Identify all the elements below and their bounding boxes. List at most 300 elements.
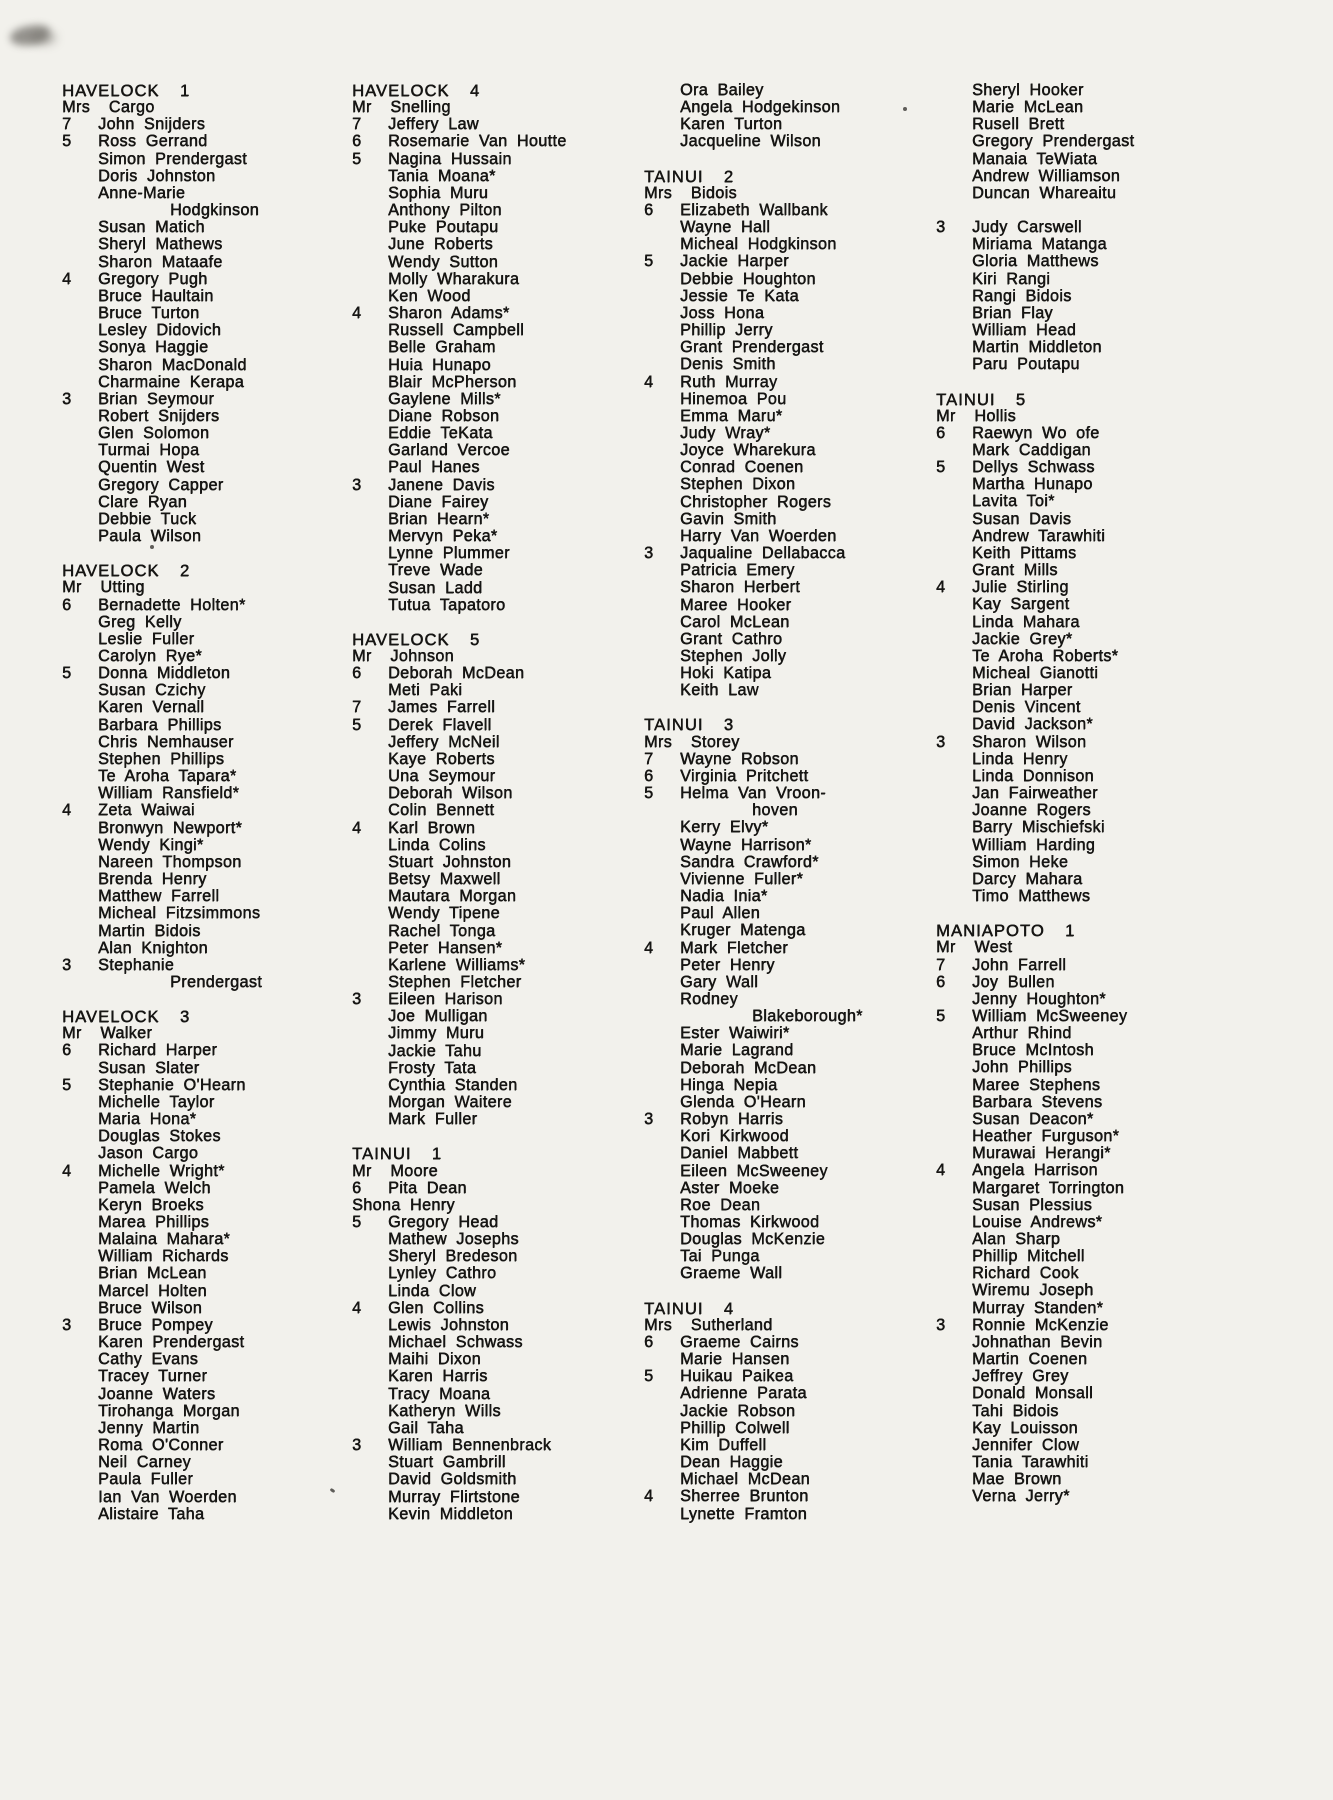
student-name: Thomas Kirkwood xyxy=(680,1213,820,1231)
form-level xyxy=(352,923,388,940)
student-name: Stephen Fletcher xyxy=(388,972,522,991)
student-name-continued: Blakeborough* xyxy=(752,1007,863,1026)
student-row xyxy=(936,1042,1236,1059)
form-level: 5 xyxy=(644,1367,654,1386)
student-name: Conrad Coenen xyxy=(680,458,804,477)
student-row xyxy=(644,751,944,768)
form-level xyxy=(62,1368,98,1385)
column-4 xyxy=(936,82,1236,1523)
student-name: Shona Henry xyxy=(352,1195,455,1214)
student-row xyxy=(62,614,362,631)
student-name: Brian Harper xyxy=(972,681,1073,700)
form-level: 7 xyxy=(936,955,946,974)
student-name: Martin Middleton xyxy=(972,338,1102,357)
student-name: Gaylene Mills* xyxy=(388,389,501,408)
form-level: 5 xyxy=(352,715,362,734)
student-row xyxy=(352,785,652,802)
form-level xyxy=(62,1094,98,1111)
form-level xyxy=(62,236,98,253)
form-level xyxy=(352,1283,388,1300)
student-name: Jackie Harper xyxy=(680,252,789,271)
student-name: Sonya Haggie xyxy=(98,338,209,357)
student-row xyxy=(62,1248,362,1265)
student-row xyxy=(936,1025,1236,1042)
student-name: Keryn Broeks xyxy=(98,1195,204,1214)
form-level xyxy=(644,1128,680,1145)
student-name: Murawai Herangi* xyxy=(972,1144,1111,1163)
student-row xyxy=(62,785,362,802)
form-level xyxy=(936,545,972,562)
student-row xyxy=(62,1300,362,1317)
form-level xyxy=(62,905,98,922)
form-level xyxy=(62,254,98,271)
student-name: Jan Fairweather xyxy=(972,784,1098,803)
student-name: Keith Pittams xyxy=(972,543,1077,562)
student-name: Judy Carswell xyxy=(972,218,1082,237)
student-name: Rachel Tonga xyxy=(388,921,496,940)
form-level: 4 xyxy=(62,801,72,820)
student-name: Wendy Tipene xyxy=(388,904,500,923)
student-name: Grant Mills xyxy=(972,561,1058,580)
form-level xyxy=(62,1386,98,1403)
form-level xyxy=(352,322,388,339)
student-name: Virginia Pritchett xyxy=(680,766,809,785)
form-level: 4 xyxy=(644,1487,654,1506)
form-level xyxy=(644,597,680,614)
student-row xyxy=(352,1300,652,1317)
student-row xyxy=(936,1214,1236,1231)
student-name: Gregory Prendergast xyxy=(972,132,1135,151)
student-name: Doris Johnston xyxy=(98,166,216,185)
student-row xyxy=(644,236,944,253)
student-name: Jackie Tahu xyxy=(388,1041,482,1060)
form-level xyxy=(62,614,98,631)
student-row xyxy=(644,459,944,476)
student-row xyxy=(936,425,1236,442)
student-row xyxy=(352,905,652,922)
form-level xyxy=(352,545,388,562)
form-level xyxy=(62,1197,98,1214)
student-row xyxy=(644,888,944,905)
class-title: MANIAPOTO 1 xyxy=(936,921,1076,941)
form-level xyxy=(644,82,680,99)
student-row xyxy=(936,511,1236,528)
form-level xyxy=(644,1265,680,1282)
student-name: Kim Duffell xyxy=(680,1435,767,1454)
form-level xyxy=(644,528,680,545)
student-name: Zeta Waiwai xyxy=(98,801,195,820)
student-row xyxy=(644,1128,944,1145)
student-row xyxy=(62,854,362,871)
student-row xyxy=(62,871,362,888)
student-row xyxy=(936,339,1236,356)
form-level xyxy=(62,751,98,768)
form-level xyxy=(352,254,388,271)
form-level xyxy=(62,1145,98,1162)
form-level xyxy=(62,631,98,648)
student-name: Lynette Framton xyxy=(680,1504,808,1523)
student-row xyxy=(62,631,362,648)
teacher-name: Mr Snelling xyxy=(352,98,451,117)
student-name: June Roberts xyxy=(388,235,493,254)
student-row xyxy=(644,682,944,699)
form-level xyxy=(62,1471,98,1488)
student-row xyxy=(644,1111,944,1128)
form-level xyxy=(936,339,972,356)
student-name: Jenny Martin xyxy=(98,1418,200,1437)
student-name: Adrienne Parata xyxy=(680,1384,807,1403)
student-row xyxy=(352,1008,652,1025)
form-level: 5 xyxy=(644,252,654,271)
form-level xyxy=(936,562,972,579)
form-level xyxy=(62,425,98,442)
form-level xyxy=(936,305,972,322)
form-level xyxy=(644,1025,680,1042)
student-row xyxy=(644,597,944,614)
form-level xyxy=(352,357,388,374)
student-row xyxy=(936,168,1236,185)
form-level xyxy=(644,579,680,596)
class-section xyxy=(644,1300,944,1523)
student-name: John Phillips xyxy=(972,1058,1072,1077)
form-level xyxy=(62,288,98,305)
student-row xyxy=(936,1437,1236,1454)
form-level xyxy=(936,1437,972,1454)
form-level xyxy=(644,511,680,528)
student-row xyxy=(352,391,652,408)
form-level xyxy=(936,442,972,459)
student-name: Kiri Rangi xyxy=(972,269,1051,288)
student-row xyxy=(352,991,652,1008)
form-level: 4 xyxy=(62,1161,72,1180)
student-name: Arthur Rhind xyxy=(972,1024,1072,1043)
form-level xyxy=(62,717,98,734)
form-level xyxy=(644,819,680,836)
form-level xyxy=(936,648,972,665)
form-level xyxy=(644,991,680,1008)
student-row xyxy=(936,99,1236,116)
student-row xyxy=(352,442,652,459)
scan-smudge-artifact xyxy=(30,32,56,44)
student-row xyxy=(936,734,1236,751)
form-level xyxy=(352,974,388,991)
form-level xyxy=(352,1008,388,1025)
student-name: Susan Ladd xyxy=(388,578,483,597)
teacher-name: Mrs Storey xyxy=(644,732,740,751)
student-row xyxy=(644,1060,944,1077)
student-name: Gloria Matthews xyxy=(972,252,1099,271)
student-name: Sandra Crawford* xyxy=(680,852,819,871)
student-name: Brian Hearn* xyxy=(388,509,490,528)
class-title: HAVELOCK 3 xyxy=(62,1007,191,1027)
student-name: Jeffrey Grey xyxy=(972,1367,1069,1386)
student-row xyxy=(644,1385,944,1402)
form-level xyxy=(936,151,972,168)
student-row xyxy=(352,1111,652,1128)
student-name: Richard Harper xyxy=(98,1041,218,1060)
form-level xyxy=(62,477,98,494)
student-name: Jackie Robson xyxy=(680,1401,796,1420)
form-level xyxy=(936,82,972,99)
student-row xyxy=(936,1403,1236,1420)
student-name: Robyn Harris xyxy=(680,1110,784,1129)
student-row xyxy=(62,940,362,957)
column-continuation xyxy=(936,82,1236,374)
student-name: Glenda O'Hearn xyxy=(680,1092,806,1111)
form-level xyxy=(62,1300,98,1317)
student-row xyxy=(644,1077,944,1094)
student-name: Marie Hansen xyxy=(680,1350,790,1369)
student-row xyxy=(644,905,944,922)
student-name: Marea Phillips xyxy=(98,1213,210,1231)
student-name: Mathew Josephs xyxy=(388,1230,519,1249)
student-name: Sharon Adams* xyxy=(388,304,510,323)
student-name: Phillip Mitchell xyxy=(972,1247,1085,1266)
form-level xyxy=(644,614,680,631)
student-name: Sheryl Mathews xyxy=(98,235,223,254)
student-row xyxy=(352,545,652,562)
student-name: Sharon Wilson xyxy=(972,732,1087,751)
student-name: Mark Fletcher xyxy=(680,938,788,957)
student-name: Johnathan Bevin xyxy=(972,1332,1103,1351)
student-name: Pamela Welch xyxy=(98,1178,211,1197)
student-name: Eileen McSweeney xyxy=(680,1161,828,1180)
form-level xyxy=(936,1128,972,1145)
form-level xyxy=(62,1489,98,1506)
student-name: Kori Kirkwood xyxy=(680,1127,789,1146)
form-level xyxy=(352,940,388,957)
student-name: Linda Colins xyxy=(388,835,486,854)
student-row xyxy=(644,648,944,665)
form-level xyxy=(936,785,972,802)
class-section xyxy=(352,1145,652,1522)
student-row xyxy=(936,614,1236,631)
form-level xyxy=(352,734,388,751)
student-row xyxy=(936,185,1236,202)
student-row xyxy=(644,785,944,802)
form-level: 3 xyxy=(62,955,72,974)
student-name: Richard Cook xyxy=(972,1264,1079,1283)
student-row xyxy=(352,734,652,751)
student-row xyxy=(62,357,362,374)
student-row xyxy=(644,1437,944,1454)
student-row xyxy=(644,494,944,511)
form-level xyxy=(644,957,680,974)
student-row xyxy=(936,1248,1236,1265)
student-name: Margaret Torrington xyxy=(972,1178,1125,1197)
student-name: Heather Furguson* xyxy=(972,1127,1120,1146)
student-name: Cathy Evans xyxy=(98,1350,199,1369)
form-level xyxy=(644,1506,680,1523)
student-row xyxy=(352,185,652,202)
student-row xyxy=(352,339,652,356)
student-name: Karen Vernall xyxy=(98,698,205,717)
student-row xyxy=(62,1231,362,1248)
student-row xyxy=(62,271,362,288)
form-level xyxy=(62,648,98,665)
student-name: Bruce Wilson xyxy=(98,1298,203,1317)
student-name: Joy Bullen xyxy=(972,972,1055,991)
student-name: Darcy Mahara xyxy=(972,869,1083,888)
student-row xyxy=(352,802,652,819)
form-level xyxy=(62,734,98,751)
student-row xyxy=(352,133,652,150)
form-level xyxy=(936,1351,972,1368)
form-level xyxy=(352,580,388,597)
student-name: Joyce Wharekura xyxy=(680,441,816,460)
student-row xyxy=(62,1042,362,1059)
student-row xyxy=(936,322,1236,339)
class-title: TAINUI 5 xyxy=(936,389,1027,409)
student-row xyxy=(936,1077,1236,1094)
student-row xyxy=(936,1094,1236,1111)
student-row xyxy=(62,802,362,819)
student-name: Carol McLean xyxy=(680,612,790,631)
form-level xyxy=(352,597,388,614)
student-row xyxy=(62,494,362,511)
student-row xyxy=(936,1420,1236,1437)
student-row xyxy=(936,305,1236,322)
student-name: Angela Hodgekinson xyxy=(680,98,841,117)
student-name: Robert Snijders xyxy=(98,406,220,425)
student-name: Mark Fuller xyxy=(388,1110,478,1129)
form-level xyxy=(644,631,680,648)
student-row xyxy=(62,648,362,665)
student-name: Micheal Hodgkinson xyxy=(680,235,837,254)
student-name: Linda Henry xyxy=(972,749,1068,768)
form-level xyxy=(644,236,680,253)
class-section xyxy=(936,922,1236,1505)
form-level: 4 xyxy=(644,372,654,391)
student-name: Gary Wall xyxy=(680,972,759,991)
form-level xyxy=(936,751,972,768)
form-level xyxy=(62,1060,98,1077)
form-level xyxy=(936,871,972,888)
form-level: 7 xyxy=(62,115,72,134)
form-level: 5 xyxy=(62,664,72,683)
student-name: Kay Louisson xyxy=(972,1418,1078,1437)
student-name: Stuart Johnston xyxy=(388,852,512,871)
student-row xyxy=(352,374,652,391)
form-level xyxy=(644,854,680,871)
student-row xyxy=(644,202,944,219)
student-row xyxy=(936,837,1236,854)
form-level: 4 xyxy=(352,1298,362,1317)
student-row xyxy=(62,1368,362,1385)
student-row xyxy=(352,820,652,837)
student-name: Deborah Wilson xyxy=(388,784,513,803)
student-name: Barbara Stevens xyxy=(972,1092,1103,1111)
student-name: Brian Seymour xyxy=(98,389,215,408)
form-level xyxy=(644,1163,680,1180)
student-row xyxy=(62,391,362,408)
form-level: 4 xyxy=(352,304,362,323)
student-name: Donald Monsall xyxy=(972,1384,1093,1403)
student-name: Kerry Elvy* xyxy=(680,818,769,837)
student-name: Karen Prendergast xyxy=(98,1333,245,1352)
form-level xyxy=(644,322,680,339)
student-name: Ruth Murray xyxy=(680,372,778,391)
student-name: Eileen Harison xyxy=(388,990,503,1009)
student-name: Marcel Holten xyxy=(98,1281,207,1300)
form-level xyxy=(644,837,680,854)
student-name: Jeffery Law xyxy=(388,115,479,134)
student-row xyxy=(352,219,652,236)
form-level xyxy=(936,1265,972,1282)
student-row xyxy=(352,1317,652,1334)
form-level xyxy=(62,1214,98,1231)
student-row xyxy=(352,699,652,716)
teacher-name: Mr West xyxy=(936,938,1013,957)
student-name: Morgan Waitere xyxy=(388,1093,512,1112)
student-name: Jenny Houghton* xyxy=(972,989,1106,1008)
student-row xyxy=(62,1163,362,1180)
form-level: 3 xyxy=(62,1315,72,1334)
student-name: Nagina Hussain xyxy=(388,149,512,168)
form-level: 7 xyxy=(352,115,362,134)
student-name: Roe Dean xyxy=(680,1195,761,1214)
student-name: Lewis Johnston xyxy=(388,1315,509,1334)
form-level xyxy=(644,1471,680,1488)
class-title: HAVELOCK 1 xyxy=(62,81,191,100)
student-row xyxy=(62,1214,362,1231)
student-row xyxy=(62,597,362,614)
form-level xyxy=(352,682,388,699)
student-row xyxy=(62,528,362,545)
student-name: Elizabeth Wallbank xyxy=(680,200,828,219)
student-name: Susan Plessius xyxy=(972,1195,1093,1214)
student-name: Janene Davis xyxy=(388,475,495,494)
form-level xyxy=(62,1454,98,1471)
student-row xyxy=(644,528,944,545)
form-level xyxy=(352,425,388,442)
student-row xyxy=(62,288,362,305)
student-name: Brian McLean xyxy=(98,1264,207,1283)
student-row xyxy=(644,545,944,562)
student-row xyxy=(936,871,1236,888)
form-level xyxy=(62,837,98,854)
student-name: Ester Waiwiri* xyxy=(680,1024,790,1043)
teacher-name: Mr Johnson xyxy=(352,647,454,665)
form-level xyxy=(62,682,98,699)
student-row xyxy=(352,1471,652,1488)
student-name: Kruger Matenga xyxy=(680,921,806,940)
student-name: Peter Hansen* xyxy=(388,938,503,957)
student-row xyxy=(62,133,362,150)
form-level xyxy=(352,837,388,854)
student-name: Eddie TeKata xyxy=(388,424,493,443)
student-row xyxy=(352,459,652,476)
student-name: Sharon Herbert xyxy=(680,578,801,597)
student-row xyxy=(644,1214,944,1231)
student-name: Patricia Emery xyxy=(680,561,795,580)
student-row xyxy=(352,511,652,528)
student-row xyxy=(644,116,944,133)
student-name: Te Aroha Roberts* xyxy=(972,646,1119,665)
student-row xyxy=(644,322,944,339)
student-name: Tania Tarawhiti xyxy=(972,1453,1089,1472)
form-level xyxy=(62,1403,98,1420)
form-level xyxy=(936,322,972,339)
form-level xyxy=(936,991,972,1008)
student-row xyxy=(62,768,362,785)
student-row xyxy=(62,888,362,905)
form-level xyxy=(644,219,680,236)
student-row xyxy=(62,1265,362,1282)
student-name: John Snijders xyxy=(98,115,206,134)
form-level xyxy=(352,442,388,459)
form-level xyxy=(936,1471,972,1488)
